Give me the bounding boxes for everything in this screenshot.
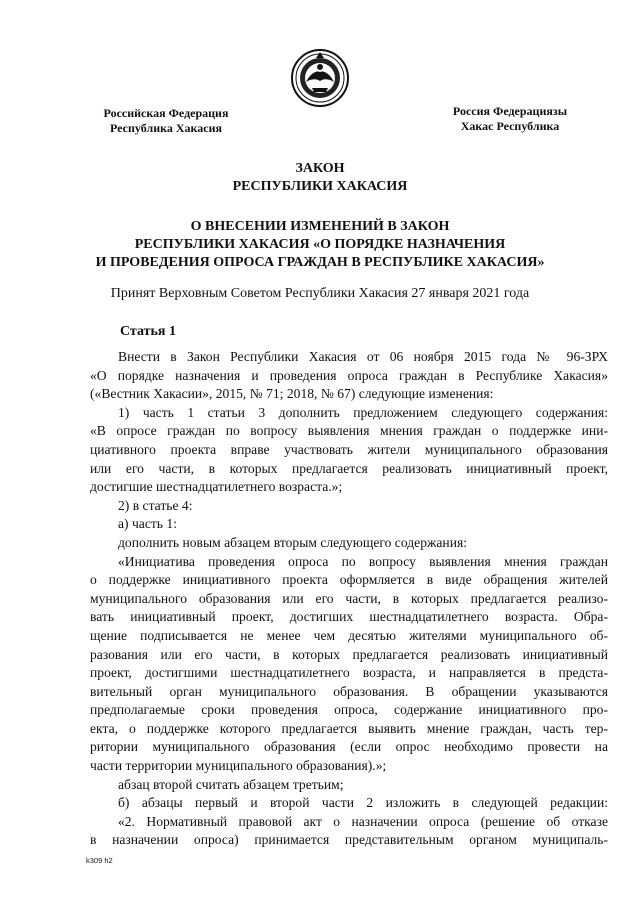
law-subtitle-line3: И ПРОВЕДЕНИЯ ОПРОСА ГРАЖДАН В РЕСПУБЛИКЕ ХАКАСИЯ»: [95, 255, 545, 270]
coat-of-arms-icon: [290, 48, 350, 108]
text-line: о поддержке инициативного проекта оформляется в виде обращения жителей: [90, 572, 608, 588]
law-subtitle: [0, 218, 640, 272]
article-heading: Статья 1: [120, 324, 176, 339]
text-line: 1) часть 1 статьи 3 дополнить предложением следующего содержания:: [118, 404, 608, 420]
text-line: вать инициативный проект, достигших шестнадцатилетнего возраста. Обра-: [90, 609, 608, 625]
text-line: Внести в Закон Республики Хакасия от 06 ноября 2015 года № 96-ЗРХ: [118, 349, 608, 364]
law-subtitle-line1: О ВНЕСЕНИИ ИЗМЕНЕНИЙ В ЗАКОН: [190, 219, 450, 234]
text-line: дополнить новым абзацем вторым следующего содержания:: [118, 534, 467, 550]
document-code: k309 h2: [86, 856, 113, 865]
text-line: «О порядке назначения и проведения опроса граждан в Республике Хакасия»: [90, 367, 608, 383]
text-line: разования или его части, в которых предлагается реализовать инициативный: [90, 646, 608, 662]
header-left-line2: Республика Хакасия: [110, 121, 222, 135]
text-line: циативного проекта вправе участвовать жители муниципального образования: [90, 441, 608, 457]
text-line: вительный орган муниципального образования. В обращении указываются: [90, 683, 608, 699]
text-line: екта, о поддержке которого предлагается выявить мнение граждан, часть тер-: [90, 720, 608, 736]
header-right: [430, 104, 590, 134]
text-line: б) абзацы первый и второй части 2 изложить в следующей редакции:: [118, 795, 608, 811]
text-line: «2. Нормативный правовой акт о назначении опроса (решение об отказе: [118, 813, 608, 829]
article-body: [90, 348, 608, 850]
header-right-line1: Россия Федерациязы: [452, 104, 568, 118]
law-title-line1: ЗАКОН: [295, 161, 345, 176]
text-line: проект, достигшими шестнадцатилетнего возраста, и направляется в предста-: [90, 665, 608, 681]
text-line: ритории муниципального образования (если опрос необходимо провести на: [90, 739, 608, 755]
text-line: муниципального образования или его части, в которых предлагается реализо-: [90, 590, 608, 606]
header-left: [86, 106, 246, 136]
text-line: в назначении опроса) принимается представительным органом муниципаль-: [90, 832, 608, 848]
text-line: 2) в статье 4:: [118, 497, 193, 513]
text-line: а) часть 1:: [118, 516, 177, 532]
header-right-line2: Хакас Республика: [460, 119, 560, 133]
text-line: или его части, в которых предлагается реализовать инициативный проект,: [90, 460, 608, 476]
text-line: щение подписывается не менее чем десятью жителями муниципального об-: [90, 627, 608, 643]
law-title: [0, 160, 640, 196]
text-line: «Инициатива проведения опроса по вопросу выявления мнения граждан: [118, 553, 608, 569]
text-line: предполагаемые сроки проведения опроса, содержание инициативного про-: [90, 702, 608, 718]
text-line: «В опросе граждан по вопросу выявления мнения граждан о поддержке ини-: [90, 423, 608, 439]
text-line: абзац второй считать абзацем третьим;: [118, 776, 344, 792]
text-line: достигшие шестнадцатилетнего возраста.»;: [90, 479, 343, 495]
adoption-line: Принят Верховным Советом Республики Хакасия 27 января 2021 года: [110, 286, 530, 301]
law-subtitle-line2: РЕСПУБЛИКИ ХАКАСИЯ «О ПОРЯДКЕ НАЗНАЧЕНИЯ: [134, 237, 506, 252]
law-title-line2: РЕСПУБЛИКИ ХАКАСИЯ: [232, 179, 408, 194]
text-line: части территории муниципального образования).»;: [90, 758, 387, 774]
text-line: («Вестник Хакасии», 2015, № 71; 2018, № 67) следующие изменения:: [90, 386, 494, 402]
header-left-line1: Российская Федерация: [103, 106, 229, 120]
